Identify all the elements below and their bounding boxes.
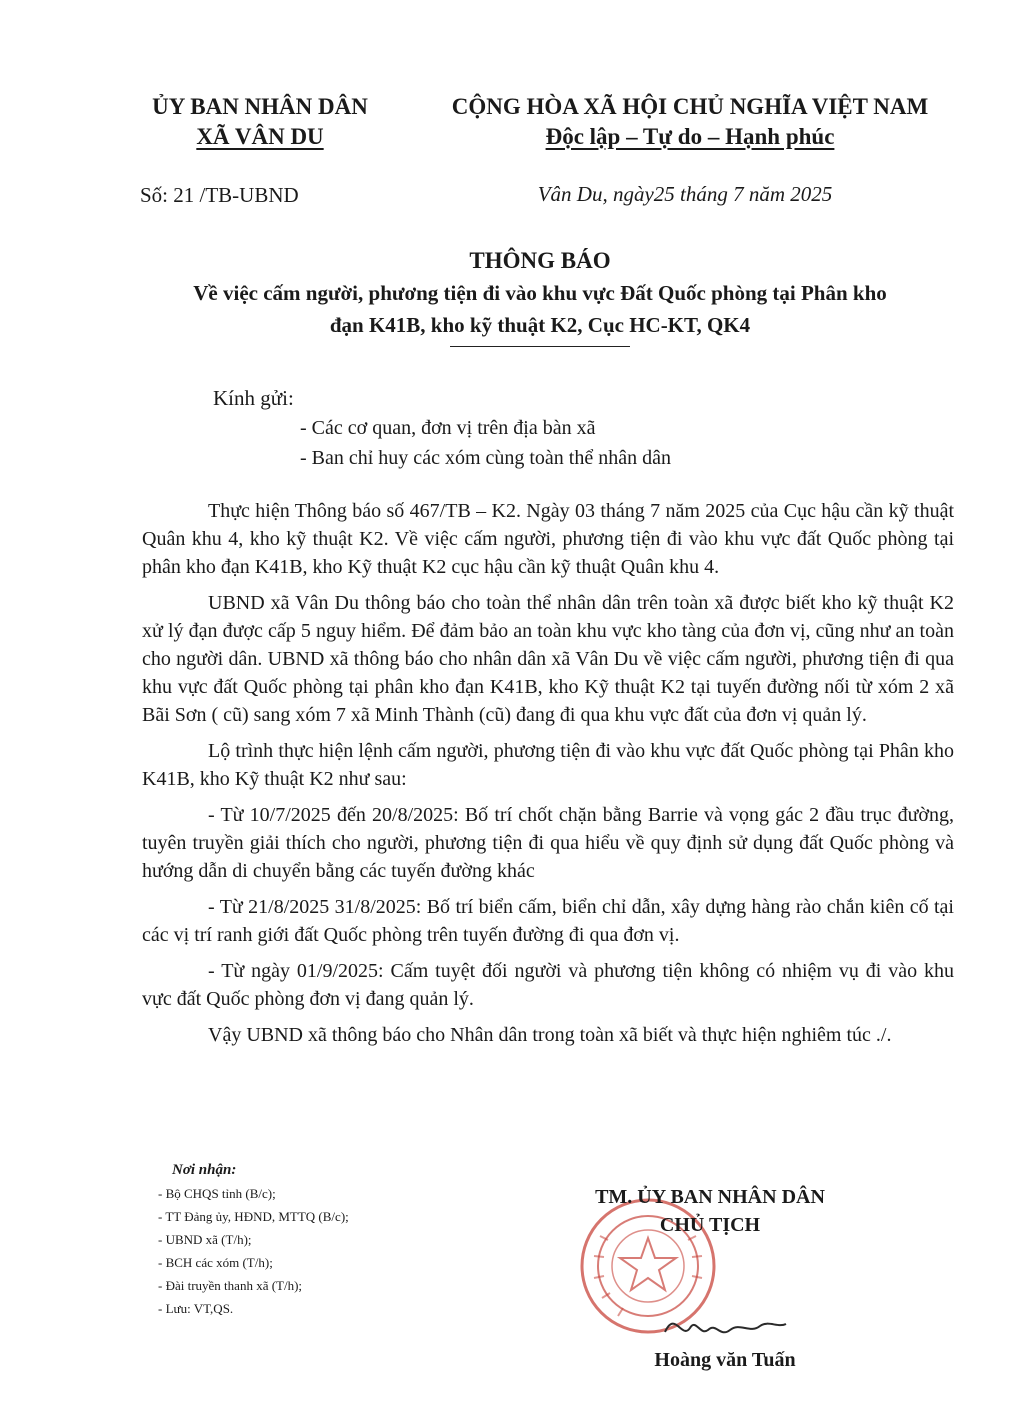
document-title: THÔNG BÁO [469,248,611,273]
distribution-item: - BCH các xóm (T/h); [158,1255,273,1270]
distribution-item: - Bộ CHQS tỉnh (B/c); [158,1186,276,1201]
distribution-item: - TT Đảng ủy, HĐND, MTTQ (B/c); [158,1209,349,1224]
distribution-title: Nơi nhận: [172,1162,237,1178]
schedule-item: - Từ ngày 01/9/2025: Cấm tuyệt đối người và phương tiện không có nhiệm vụ đi vào khu vực đất Quốc phòng đơn vị đang quản lý. [142,960,954,1010]
closing-paragraph: Vậy UBND xã thông báo cho Nhân dân trong toàn xã biết và thực hiện nghiêm túc ./. [208,1024,892,1046]
issuing-agency [130,92,390,152]
nation-name: CỘNG HÒA XÃ HỘI CHỦ NGHĨA VIỆT NAM [451,94,929,119]
schedule-item: - Từ 10/7/2025 đến 20/8/2025: Bố trí chốt chặn bằng Barrie và vọng gác 2 đầu trục đường, tuyên truyền giải thích cho người, phương tiện đi qua hiểu về quy định sử dụng đất Quốc phòng và hướng dẫn di chuyển bằng các tuyến đường khác [142,804,954,882]
body-paragraph: UBND xã Vân Du thông báo cho toàn thể nhân dân trên toàn xã được biết kho kỹ thuật K2 xử lý đạn được cấp 5 nguy hiểm. Để đảm bảo an toàn khu vực kho tàng của đơn vị, cũng như an toàn cho người dân. UBND xã thông báo cho nhân dân xã Vân Du về việc cấm người, phương tiện đi qua khu vực đất Quốc phòng tại phân kho đạn K41B, kho Kỹ thuật K2 tại tuyến đường nối từ xóm 2 xã Bãi Sơn ( cũ) sang xóm 7 xã Minh Thành (cũ) đang đi qua khu vực đất của đơn vị quản lý. [142,592,954,726]
recipient-item: - Ban chỉ huy các xóm cùng toàn thể nhân dân [300,447,671,469]
distribution-list [158,1159,349,1320]
signature-block [560,1183,860,1239]
distribution-item: - UBND xã (T/h); [158,1232,252,1247]
document-number: Số: 21 /TB-UBND [140,183,299,207]
signer-name: Hoàng văn Tuấn [654,1349,796,1371]
signature-role-line-2: CHỦ TỊCH [659,1214,761,1236]
distribution-item: - Đài truyền thanh xã (T/h); [158,1278,303,1293]
signature-role-line-1: TM. ỦY BAN NHÂN DÂN [595,1186,825,1208]
handwritten-signature-icon [660,1300,790,1350]
distribution-item: - Lưu: VT,QS. [158,1301,234,1316]
title-divider [450,346,630,347]
national-motto: Độc lập – Tự do – Hạnh phúc [545,124,835,149]
national-header [420,92,960,152]
title-block [100,246,980,347]
place-date-line: Vân Du, ngày25 tháng 7 năm 2025 [537,182,833,206]
kinh-gui-label: Kính gửi: [213,386,294,410]
schedule-item: - Từ 21/8/2025 31/8/2025: Bố trí biển cấm, biển chỉ dẫn, xây dựng hàng rào chắn kiên cố tại các vị trí ranh giới đất Quốc phòng trên tuyến đường đi qua đơn vị. [142,896,954,946]
body-paragraph: Lộ trình thực hiện lệnh cấm người, phương tiện đi vào khu vực đất Quốc phòng tại Phân kho K41B, kho Kỹ thuật K2 như sau: [142,740,954,790]
agency-line-2: XÃ VÂN DU [196,124,324,149]
recipient-item: - Các cơ quan, đơn vị trên địa bàn xã [300,417,596,439]
document-body [142,497,954,1057]
agency-line-1: ỦY BAN NHÂN DÂN [152,94,368,119]
subtitle-line-2: đạn K41B, kho kỹ thuật K2, Cục HC-KT, QK4 [329,313,751,337]
subtitle-line-1: Về việc cấm người, phương tiện đi vào khu vực Đất Quốc phòng tại Phân kho [193,281,887,305]
body-paragraph: Thực hiện Thông báo số 467/TB – K2. Ngày 03 tháng 7 năm 2025 của Cục hậu cần kỹ thuật Quân khu 4, kho kỹ thuật K2. Về việc cấm người, phương tiện đi vào khu vực đất Quốc phòng tại phân kho đạn K41B, kho Kỹ thuật K2 cục hậu cần kỹ thuật Quân khu 4. [142,500,954,578]
